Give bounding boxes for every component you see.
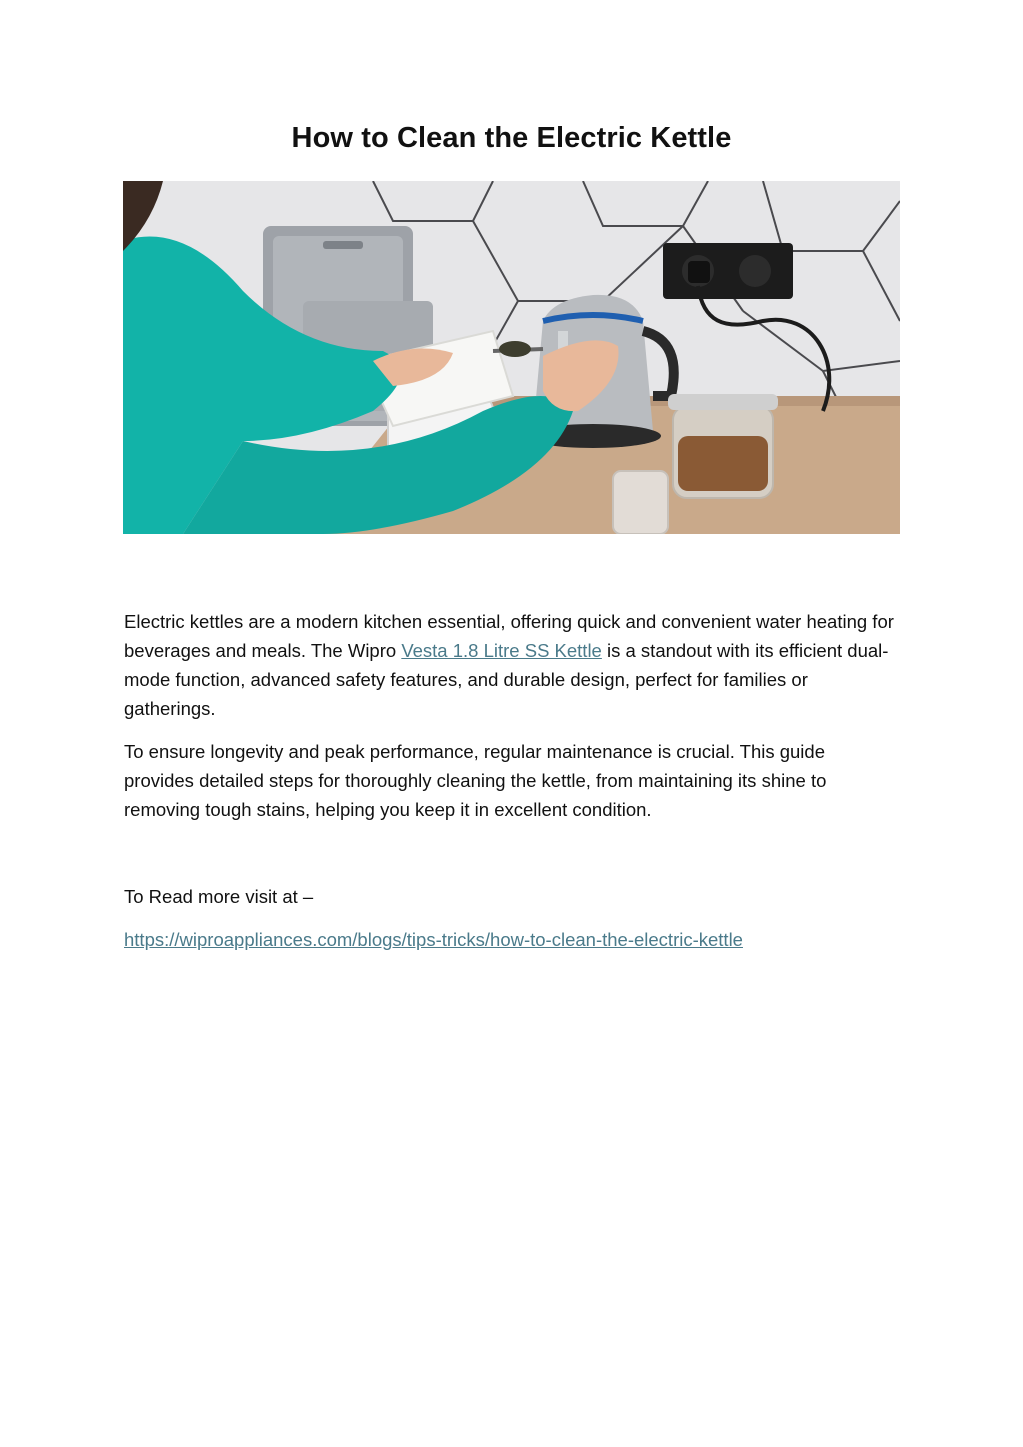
read-more-label: To Read more visit at – <box>124 886 314 907</box>
intro-text-before: Electric kettles are a modern kitchen essential, offering quick and convenient water heating for beverages and meals. The Wipro <box>124 611 894 661</box>
intro-paragraph <box>124 607 894 723</box>
hero-image <box>123 181 900 534</box>
page-title: How to Clean the Electric Kettle <box>291 122 732 154</box>
article-body <box>124 607 894 838</box>
read-more-url-container <box>124 925 743 954</box>
intro-text-after: is a standout with its efficient dual-mode function, advanced safety features, and durable design, perfect for families or gatherings. <box>124 640 889 719</box>
read-more-link[interactable]: https://wiproappliances.com/blogs/tips-tricks/how-to-clean-the-electric-kettle <box>124 929 743 950</box>
kettle-cleaning-photo <box>123 181 900 534</box>
maintenance-paragraph: To ensure longevity and peak performance, regular maintenance is crucial. This guide provides detailed steps for thoroughly cleaning the kettle, from maintaining its shine to removing tough stains, helping you keep it in excellent condition. <box>124 741 827 820</box>
product-link[interactable]: Vesta 1.8 Litre SS Kettle <box>401 640 602 661</box>
